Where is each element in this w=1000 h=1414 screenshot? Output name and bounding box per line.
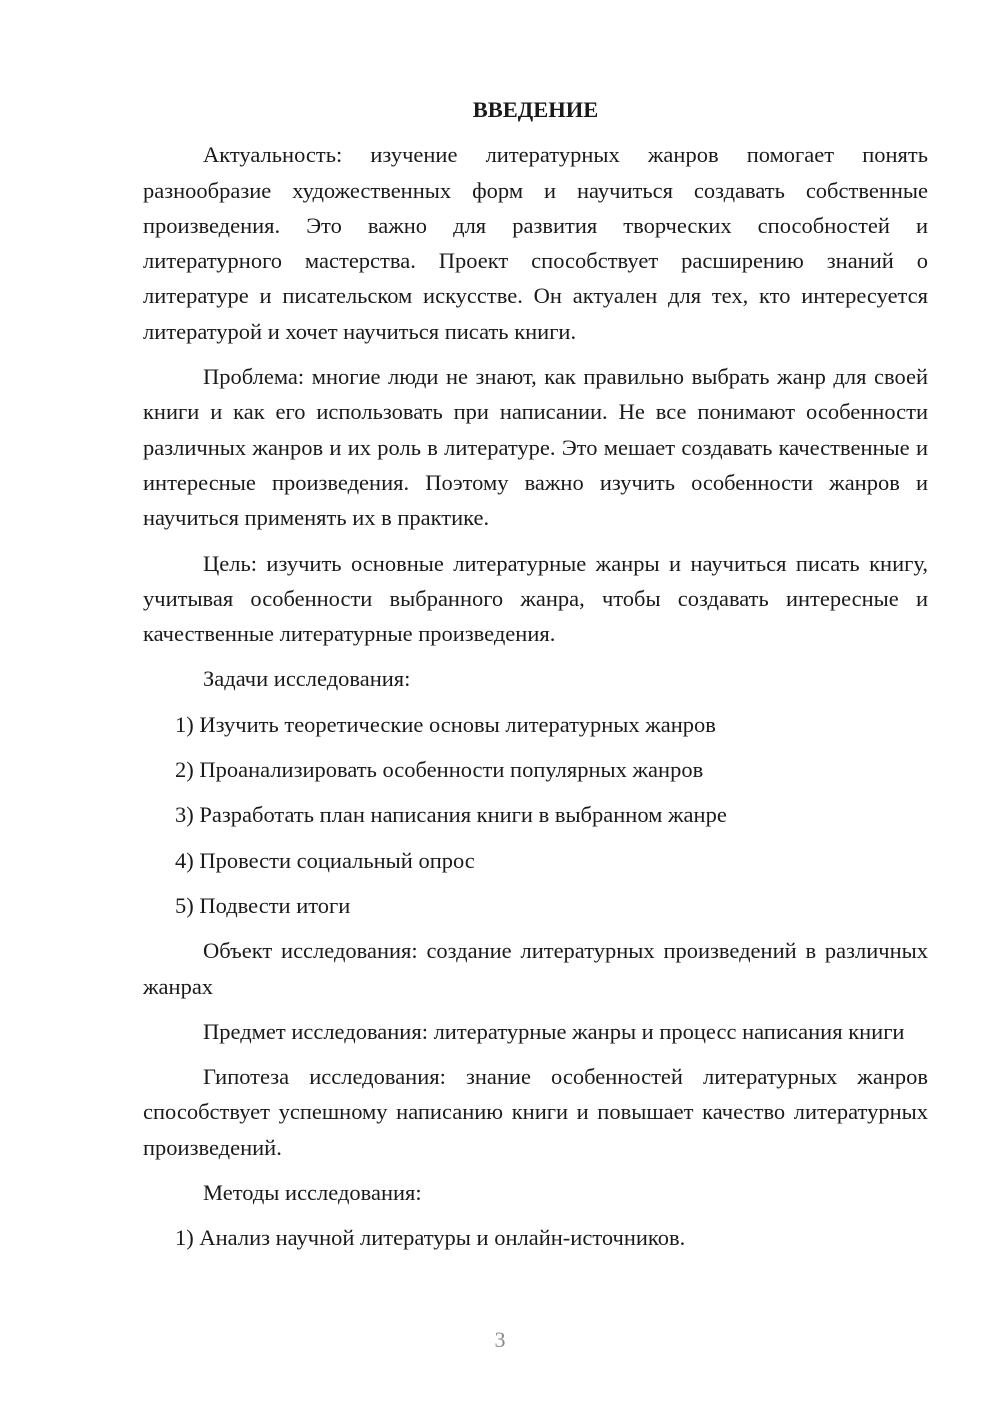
section-title: ВВЕДЕНИЕ: [472, 97, 599, 122]
goal-paragraph: Цель: изучить основные литературные жанры и научиться писать книгу, учитывая особенности выбранного жанра, чтобы создавать интересные и качественные литературные произведения.: [143, 550, 928, 647]
task-item: 2) Проанализировать особенности популярных жанров: [175, 757, 704, 783]
relevance-paragraph: Актуальность: изучение литературных жанров помогает понять разнообразие художественных форм и научиться создавать собственные произведения. Это важно для развития творческих способностей и литературного мастерства. Проект способствует расширению знаний о литературе и писательском искусстве. Он актуален для тех, кто интересуется литературой и хочет научиться писать книги.: [143, 142, 928, 344]
object-paragraph: Объект исследования: создание литературных произведений в различных жанрах: [143, 938, 928, 999]
task-item: 3) Разработать план написания книги в выбранном жанре: [175, 802, 727, 828]
task-item: 4) Провести социальный опрос: [175, 847, 475, 873]
tasks-heading: Задачи исследования:: [203, 666, 411, 692]
hypothesis-paragraph: Гипотеза исследования: знание особенностей литературных жанров способствует успешному написанию книги и повышает качество литературных произведений.: [143, 1064, 928, 1160]
subject-paragraph: Предмет исследования: литературные жанры и процесс написания книги: [203, 1018, 905, 1044]
problem-paragraph: Проблема: многие люди не знают, как правильно выбрать жанр для своей книги и как его использовать при написании. Не все понимают особенности различных жанров и их роль в литературе. Это мешает создавать качественные и интересные произведения. Поэтому важно изучить особенности жанров и научиться применять их в практике.: [143, 364, 928, 531]
page-number: 3: [494, 1327, 506, 1352]
page-content: [143, 92, 928, 1266]
task-item: 1) Изучить теоретические основы литературных жанров: [175, 711, 716, 737]
task-item: 5) Подвести итоги: [175, 892, 351, 918]
methods-heading: Методы исследования:: [203, 1180, 422, 1206]
method-item: 1) Анализ научной литературы и онлайн-источников.: [175, 1225, 686, 1251]
